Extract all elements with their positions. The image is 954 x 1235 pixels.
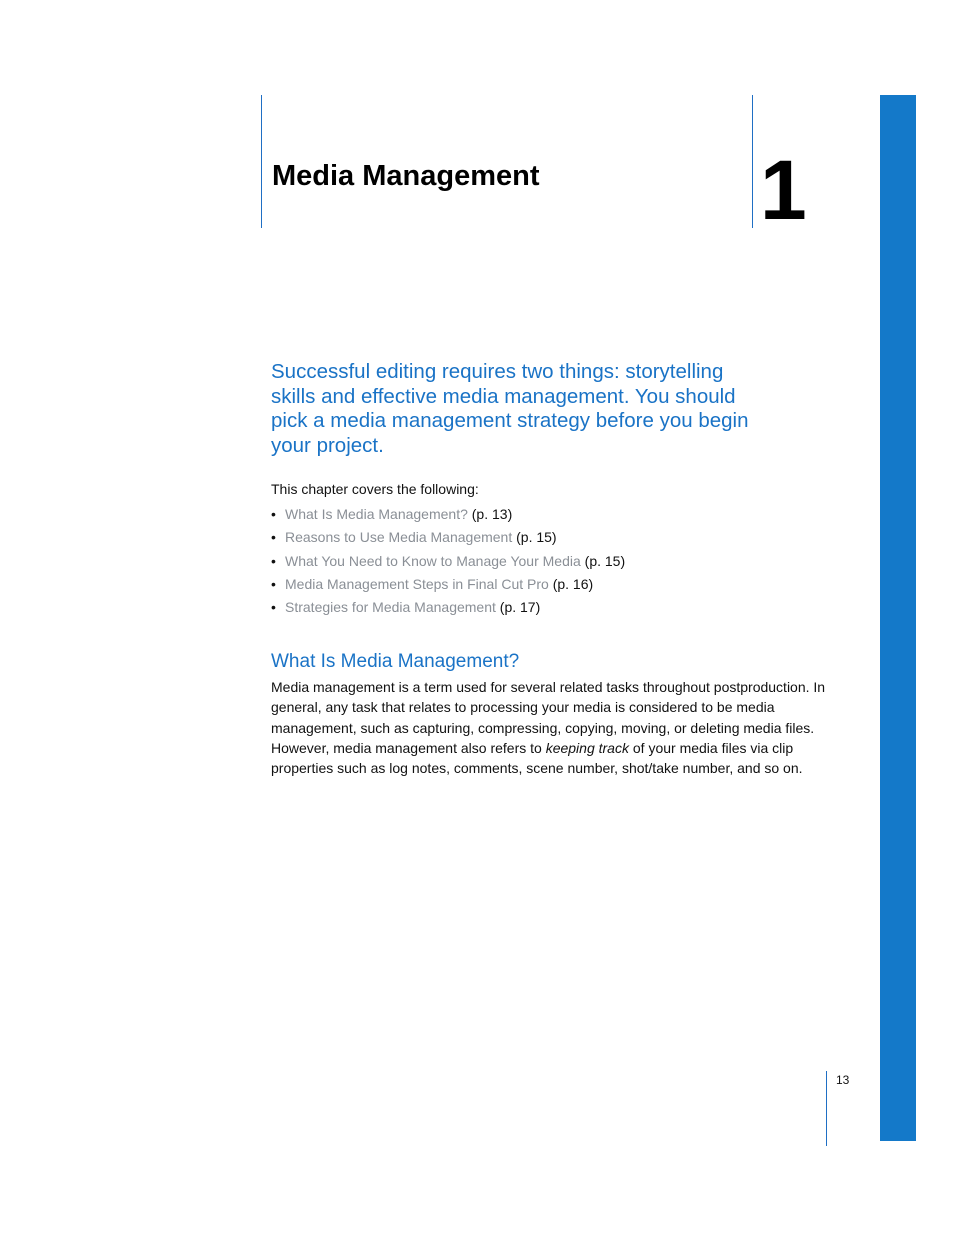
chapter-left-rule [261, 95, 262, 228]
toc-page-ref: (p. 17) [499, 599, 541, 616]
list-item [271, 550, 625, 573]
toc-link[interactable]: What You Need to Know to Manage Your Media [285, 552, 581, 569]
chapter-intro: Successful editing requires two things: storytelling skills and effective media management. You should pick a media management strategy before you begin your project. [271, 360, 749, 458]
toc-lead: This chapter covers the following: [271, 481, 479, 497]
bullet-icon: • [271, 506, 276, 522]
toc-page-ref: (p. 15) [516, 529, 557, 546]
bullet-icon: • [271, 552, 276, 569]
bullet-icon: • [271, 599, 276, 616]
chapter-number: 1 [760, 143, 807, 237]
toc-link[interactable]: Reasons to Use Media Management [285, 529, 513, 546]
toc-page-ref: (p. 16) [552, 575, 594, 592]
list-item [271, 596, 625, 619]
list-item [271, 503, 625, 526]
bullet-icon: • [271, 575, 276, 592]
toc-link[interactable]: Media Management Steps in Final Cut Pro [285, 575, 549, 592]
section-body [271, 677, 831, 778]
page-number-rule [826, 1071, 827, 1146]
chapter-tab-bar [880, 95, 916, 1141]
toc-page-ref: (p. 15) [584, 552, 626, 569]
chapter-number-rule [752, 95, 753, 228]
toc-page-ref: (p. 13) [471, 506, 513, 522]
section-heading: What Is Media Management? [271, 651, 520, 672]
list-item [271, 573, 625, 596]
chapter-title: Media Management [272, 160, 540, 192]
body-emphasis: keeping track [545, 739, 629, 756]
page-number: 13 [836, 1073, 850, 1087]
body-text-part: of your media files via clip properties such as log notes, comments, scene number, shot/take number, and so on. [271, 739, 803, 777]
toc-list [271, 503, 625, 619]
body-text-part: Media management is a term used for several related tasks throughout postproduction. In general, any task that relates to processing your media is considered to be media management, such as capturing, compressing, copying, moving, or deleting media files. However, media management also refers to [271, 679, 826, 756]
toc-link[interactable]: What Is Media Management? [285, 506, 468, 522]
list-item [271, 526, 625, 549]
toc-link[interactable]: Strategies for Media Management [285, 599, 496, 616]
bullet-icon: • [271, 529, 276, 546]
